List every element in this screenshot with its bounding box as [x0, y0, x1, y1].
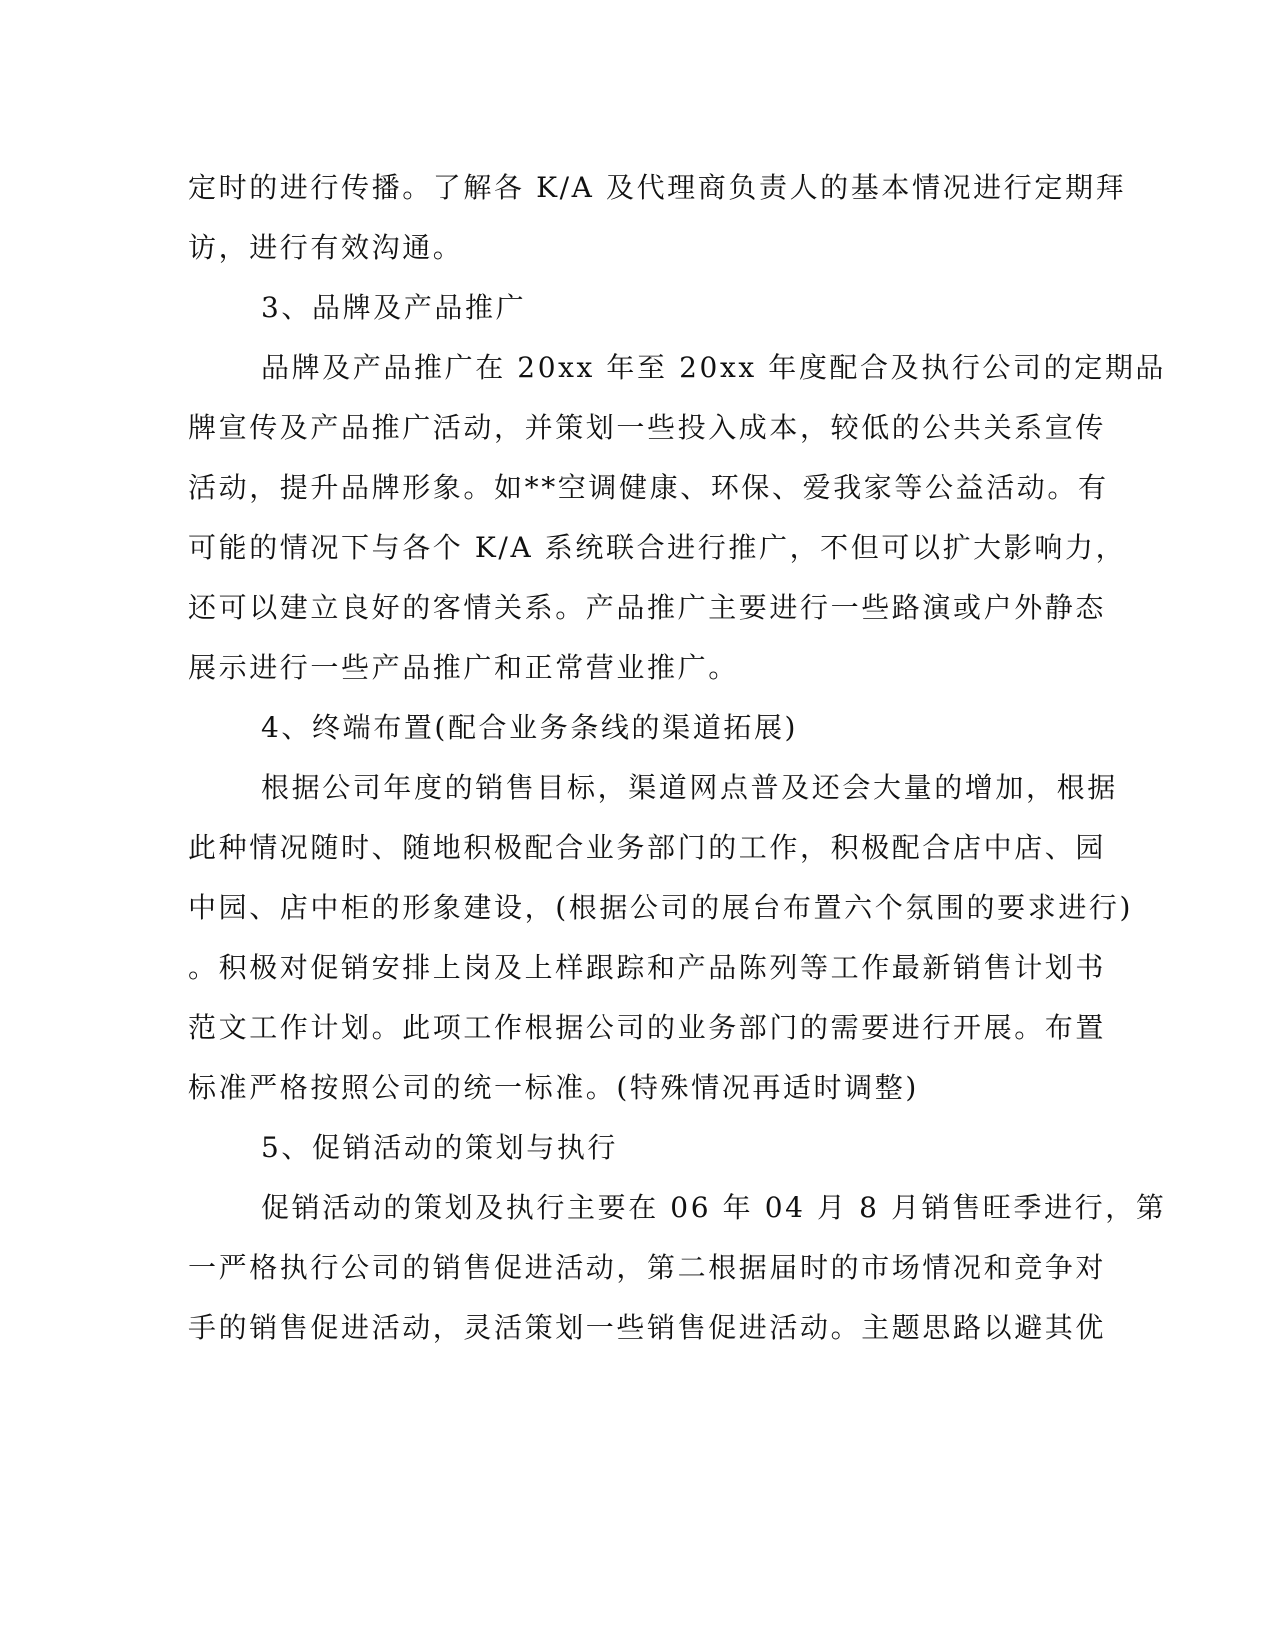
text-line-6: 活动，提升品牌形象。如**空调健康、环保、爱我家等公益活动。有 [188, 471, 1109, 504]
section-heading-4: 4、终端布置(配合业务条线的渠道拓展) [261, 711, 799, 744]
text-line-14: 。积极对促销安排上岗及上样跟踪和产品陈列等工作最新销售计划书 [188, 951, 1107, 984]
section-heading-5: 5、促销活动的策划与执行 [261, 1131, 619, 1164]
text-line-5: 牌宣传及产品推广活动，并策划一些投入成本，较低的公共关系宣传 [188, 411, 1107, 444]
text-line-16: 标准严格按照公司的统一标准。(特殊情况再适时调整) [188, 1071, 919, 1104]
text-line-2: 访，进行有效沟通。 [188, 231, 464, 264]
text-line-13: 中园、店中柜的形象建设，(根据公司的展台布置六个氛围的要求进行) [188, 891, 1134, 924]
document-body [188, 158, 1167, 1358]
text-line-9: 展示进行一些产品推广和正常营业推广。 [188, 651, 739, 684]
text-line-4: 品牌及产品推广在 20xx 年至 20xx 年度配合及执行公司的定期品 [261, 351, 1167, 384]
text-line-18: 促销活动的策划及执行主要在 06 年 04 月 8 月销售旺季进行，第 [261, 1191, 1167, 1224]
text-line-11: 根据公司年度的销售目标，渠道网点普及还会大量的增加，根据 [261, 771, 1118, 804]
text-line-7: 可能的情况下与各个 K/A 系统联合进行推广，不但可以扩大影响力， [188, 531, 1127, 564]
text-line-19: 一严格执行公司的销售促进活动，第二根据届时的市场情况和竞争对 [188, 1251, 1107, 1284]
text-line-1: 定时的进行传播。了解各 K/A 及代理商负责人的基本情况进行定期拜 [188, 171, 1127, 204]
text-line-15: 范文工作计划。此项工作根据公司的业务部门的需要进行开展。布置 [188, 1011, 1107, 1044]
text-line-20: 手的销售促进活动，灵活策划一些销售促进活动。主题思路以避其优 [188, 1311, 1107, 1344]
text-line-12: 此种情况随时、随地积极配合业务部门的工作，积极配合店中店、园 [188, 831, 1107, 864]
section-heading-3: 3、品牌及产品推广 [261, 291, 527, 324]
text-line-8: 还可以建立良好的客情关系。产品推广主要进行一些路演或户外静态 [188, 591, 1107, 624]
